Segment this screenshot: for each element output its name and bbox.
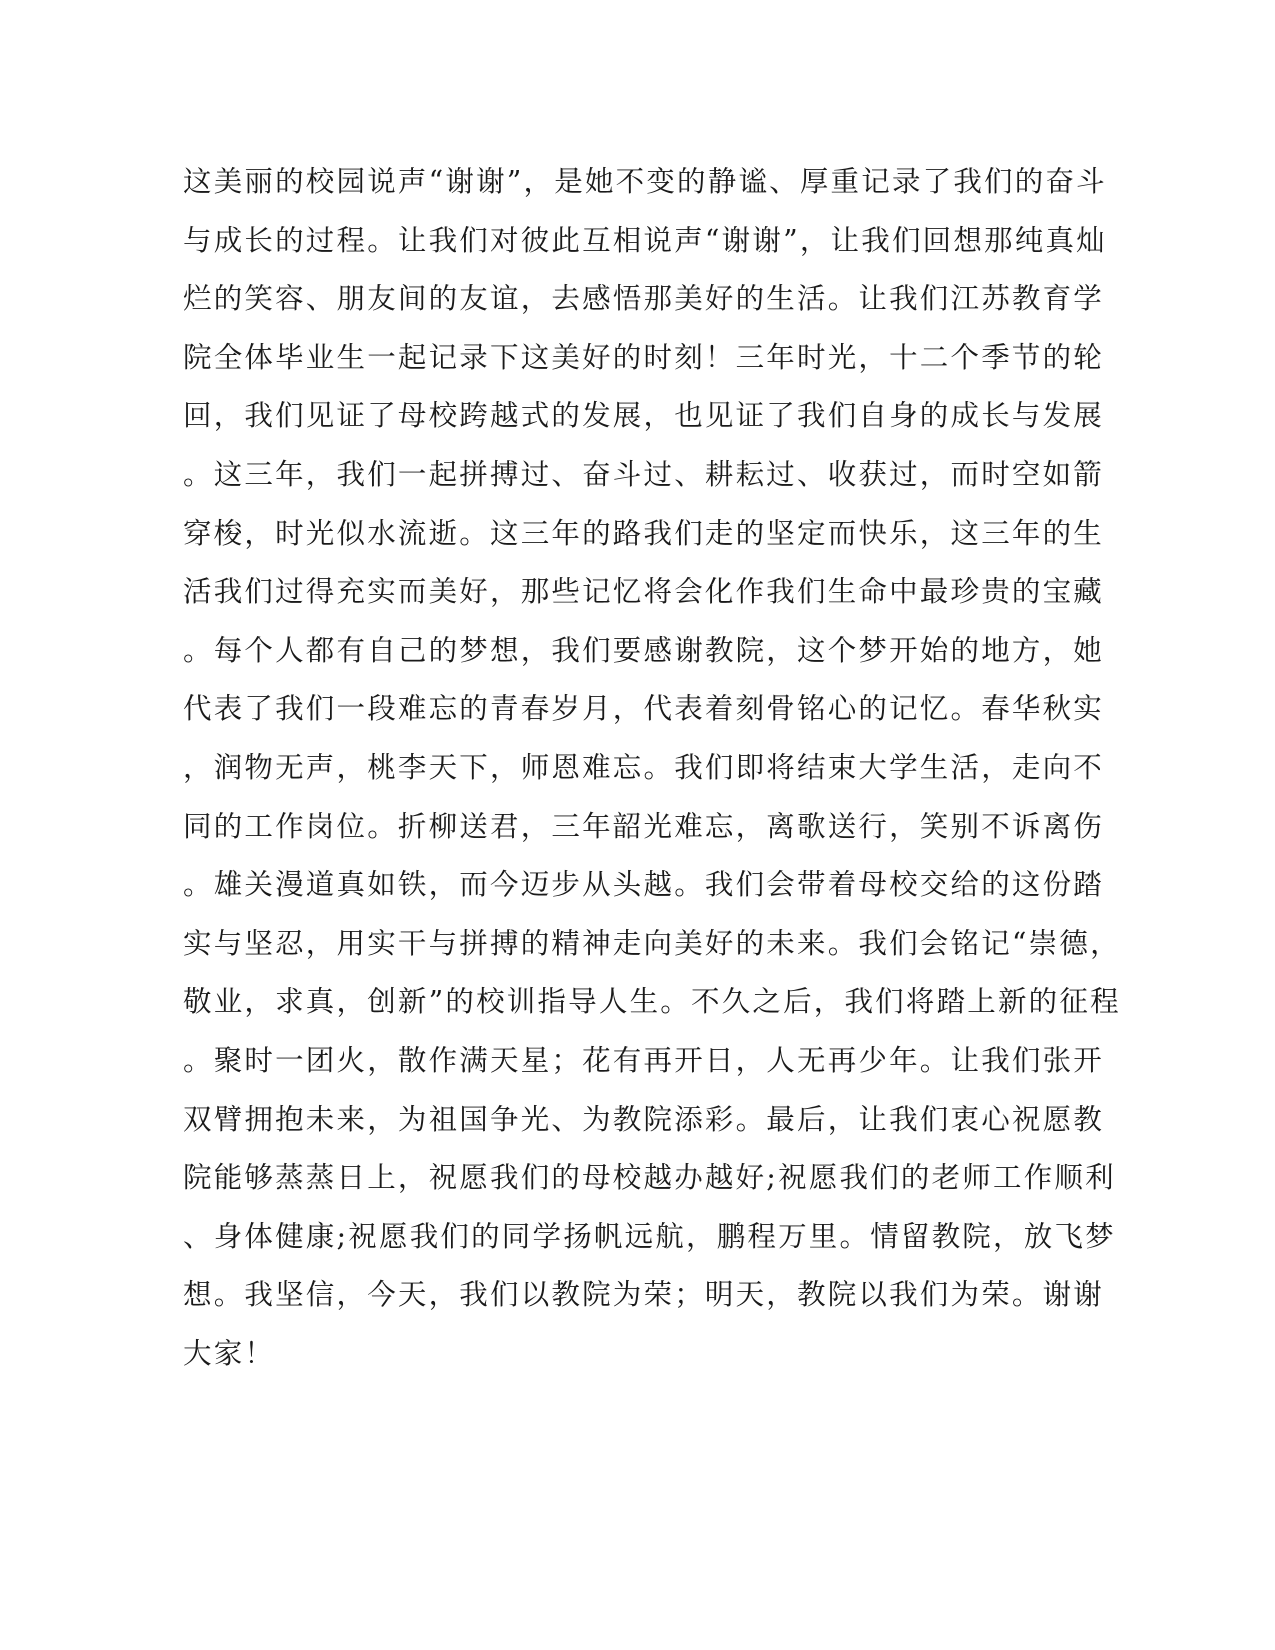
text-line: 想。我坚信，今天，我们以教院为荣；明天，教院以我们为荣。谢谢 [183,1278,1105,1312]
text-line: 。每个人都有自己的梦想，我们要感谢教院，这个梦开始的地方，她 [183,633,1105,667]
text-line: 穿梭，时光似水流逝。这三年的路我们走的坚定而快乐，这三年的生 [183,516,1105,550]
text-line: 。这三年，我们一起拼搏过、奋斗过、耕耘过、收获过，而时空如箭 [183,457,1105,491]
text-line: 活我们过得充实而美好，那些记忆将会化作我们生命中最珍贵的宝藏 [183,575,1105,609]
text-line: 院全体毕业生一起记录下这美好的时刻！三年时光，十二个季节的轮 [183,340,1105,374]
text-line: 实与坚忍，用实干与拼搏的精神走向美好的未来。我们会铭记“崇德， [183,926,1121,960]
text-line: 这美丽的校园说声“谢谢”，是她不变的静谧、厚重记录了我们的奋斗 [183,165,1107,198]
text-line: 院能够蒸蒸日上，祝愿我们的母校越办越好;祝愿我们的老师工作顺利 [183,1161,1116,1195]
speech-paragraph [183,158,1121,1388]
text-line: ，润物无声，桃李天下，师恩难忘。我们即将结束大学生活，走向不 [183,750,1105,784]
text-line: 回，我们见证了母校跨越式的发展，也见证了我们自身的成长与发展 [183,399,1105,433]
text-line: 烂的笑容、朋友间的友谊，去感悟那美好的生活。让我们江苏教育学 [183,282,1105,316]
text-line: 敬业，求真，创新”的校训指导人生。不久之后，我们将踏上新的征程 [183,985,1121,1019]
text-line: 代表了我们一段难忘的青春岁月，代表着刻骨铭心的记忆。春华秋实 [183,692,1105,726]
text-line: 。聚时一团火，散作满天星；花有再开日，人无再少年。让我们张开 [183,1043,1105,1077]
text-line: 。雄关漫道真如铁，而今迈步从头越。我们会带着母校交给的这份踏 [183,868,1105,902]
text-line: 大家！ [183,1336,276,1370]
text-line: 、身体健康;祝愿我们的同学扬帆远航，鹏程万里。情留教院，放飞梦 [183,1219,1116,1253]
text-line: 同的工作岗位。折柳送君，三年韶光难忘，离歌送行，笑别不诉离伤 [183,809,1105,843]
text-line: 双臂拥抱未来，为祖国争光、为教院添彩。最后，让我们衷心祝愿教 [183,1102,1105,1136]
text-line: 与成长的过程。让我们对彼此互相说声“谢谢”，让我们回想那纯真灿 [183,223,1107,257]
